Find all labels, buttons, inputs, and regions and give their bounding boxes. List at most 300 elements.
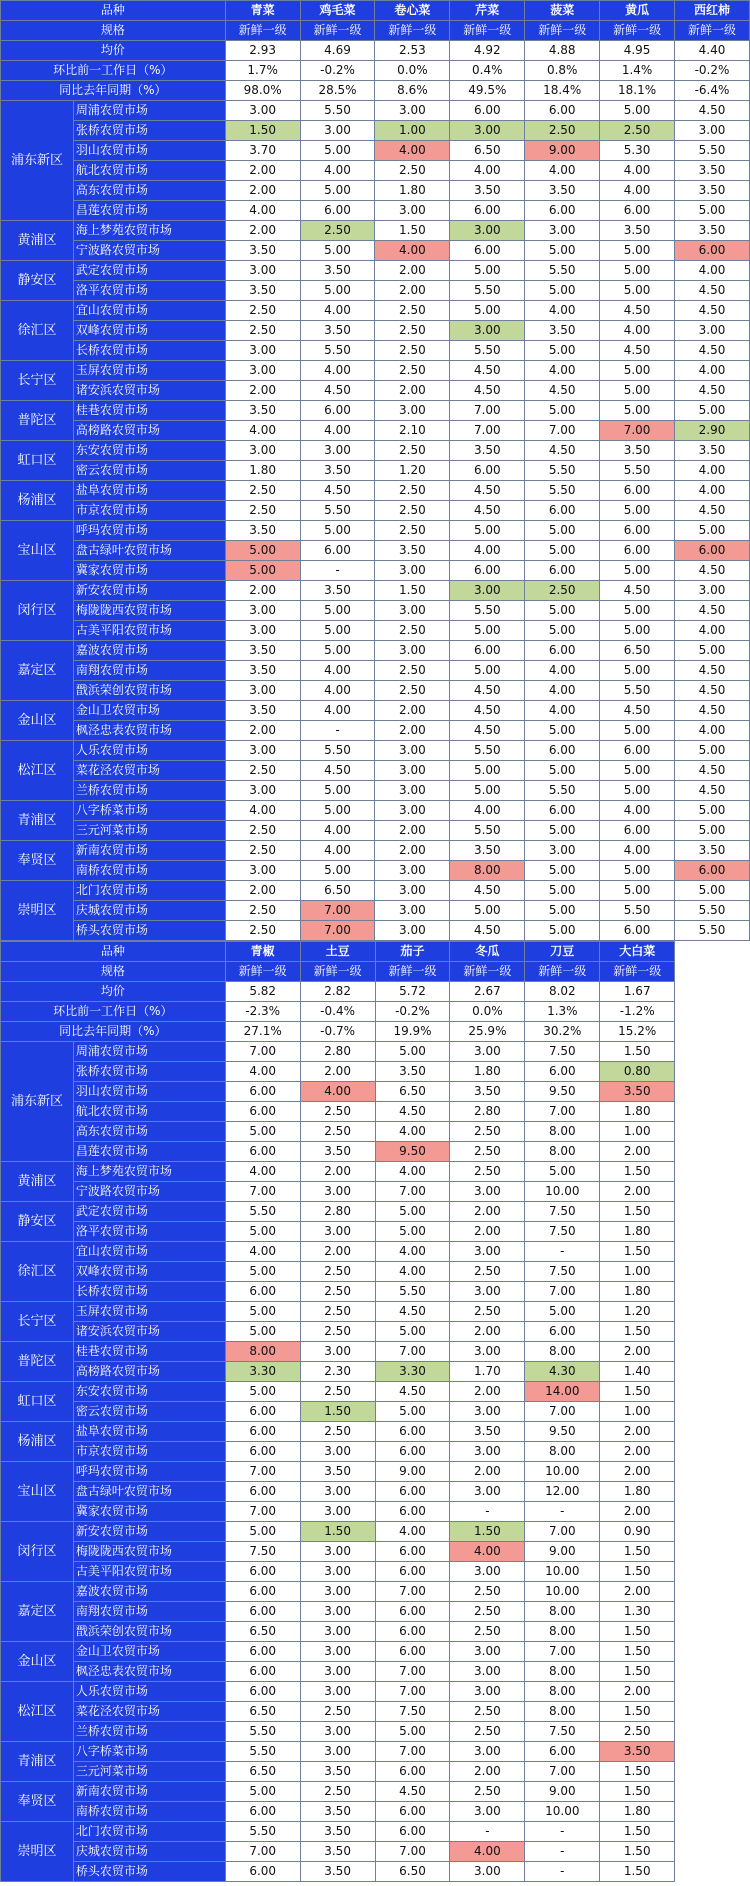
price-cell: 6.00 [600,921,675,941]
price-cell: 4.00 [225,421,300,441]
market-name: 嘉波农贸市场 [73,641,225,661]
price-cell: 6.00 [225,1102,300,1122]
price-cell: 2.00 [450,1382,525,1402]
price-cell: 2.50 [450,1702,525,1722]
price-cell: - [450,1822,525,1842]
market-name: 武定农贸市场 [73,261,225,281]
price-cell: 3.00 [450,321,525,341]
empty-cell [675,1582,750,1602]
price-cell: 5.50 [600,901,675,921]
price-cell: 3.00 [450,1742,525,1762]
price-cell: 5.00 [525,281,600,301]
market-row [1,1182,750,1202]
yoy-value: 30.2% [525,1022,600,1042]
price-cell: 6.00 [450,561,525,581]
price-cell: 8.00 [225,1342,300,1362]
price-cell: 3.00 [450,1682,525,1702]
market-row [1,281,750,301]
price-cell: 3.50 [600,221,675,241]
price-cell: 3.00 [225,441,300,461]
price-cell: 6.00 [600,481,675,501]
price-cell: 1.20 [600,1302,675,1322]
market-name: 盘古绿叶农贸市场 [73,541,225,561]
price-cell: 5.00 [600,241,675,261]
price-cell: 2.00 [225,381,300,401]
price-cell: 2.00 [375,261,450,281]
market-name: 宜山农贸市场 [73,301,225,321]
price-cell: 5.00 [450,901,525,921]
price-cell: 6.00 [600,521,675,541]
price-cell: - [525,1862,600,1882]
market-row [1,381,750,401]
price-cell: 2.00 [225,221,300,241]
price-cell: 2.00 [300,1062,375,1082]
price-cell: 8.00 [525,1342,600,1362]
market-name: 庆城农贸市场 [73,901,225,921]
price-cell: 3.00 [450,1282,525,1302]
price-cell: 5.50 [675,141,750,161]
price-cell: 4.00 [600,841,675,861]
variety-name: 西红柿 [675,1,750,21]
price-cell: 6.00 [600,741,675,761]
mom-value: -0.2% [300,61,375,81]
price-cell: 2.50 [450,1122,525,1142]
price-cell: 6.00 [225,1582,300,1602]
market-name: 梅陇陇西农贸市场 [73,601,225,621]
market-row [1,1142,750,1162]
empty-cell [675,1642,750,1662]
price-cell: 2.50 [375,441,450,461]
price-cell: 5.50 [225,1202,300,1222]
variety-name: 茄子 [375,942,450,962]
price-cell: 6.00 [450,101,525,121]
empty-cell [675,962,750,982]
price-cell: 5.50 [300,101,375,121]
district-name: 闵行区 [1,581,74,641]
price-cell: 4.00 [375,1122,450,1142]
price-cell: 5.50 [225,1822,300,1842]
price-cell: 7.50 [375,1702,450,1722]
price-cell: 4.00 [300,841,375,861]
price-cell: 3.00 [375,641,450,661]
market-row [1,1242,750,1262]
price-cell: 2.50 [300,1422,375,1442]
empty-cell [675,1042,750,1062]
variety-name: 青椒 [225,942,300,962]
district-name: 闵行区 [1,1522,74,1582]
price-cell: 4.00 [375,1162,450,1182]
price-cell: 1.50 [450,1522,525,1542]
price-cell: 2.50 [525,581,600,601]
variety-name: 青菜 [225,1,300,21]
mom-value: -0.2% [375,1002,450,1022]
market-name: 玉屏农贸市场 [73,1302,225,1322]
market-name: 桂巷农贸市场 [73,1342,225,1362]
price-cell: 5.00 [450,261,525,281]
market-row [1,221,750,241]
price-cell: 2.50 [225,921,300,941]
price-cell: 4.00 [675,461,750,481]
market-name: 周浦农贸市场 [73,101,225,121]
spec-row [1,21,750,41]
price-cell: 3.00 [300,1542,375,1562]
market-name: 高榜路农贸市场 [73,1362,225,1382]
price-cell: 4.00 [225,801,300,821]
price-cell: 7.00 [525,1762,600,1782]
price-cell: 7.00 [225,1462,300,1482]
variety-name: 芹菜 [450,1,525,21]
price-cell: 6.00 [525,1322,600,1342]
market-row [1,521,750,541]
market-row [1,141,750,161]
market-row [1,1542,750,1562]
yoy-row [1,81,750,101]
empty-cell [675,1342,750,1362]
price-cell: 3.00 [225,741,300,761]
price-cell: 2.50 [375,521,450,541]
price-cell: 3.00 [300,1502,375,1522]
price-cell: 2.00 [600,1422,675,1442]
price-cell: 5.50 [525,261,600,281]
price-cell: 6.00 [525,1742,600,1762]
market-row [1,881,750,901]
price-cell: 3.00 [450,1662,525,1682]
price-cell: 4.00 [525,301,600,321]
price-cell: 1.50 [600,1242,675,1262]
price-cell: 2.00 [375,841,450,861]
district-name: 青浦区 [1,1742,74,1782]
price-cell: 3.00 [375,881,450,901]
price-cell: 1.80 [600,1282,675,1302]
market-row [1,1742,750,1762]
district-name: 宝山区 [1,521,74,581]
price-cell: 3.50 [300,1142,375,1162]
price-cell: 4.50 [300,761,375,781]
price-cell: 2.00 [450,1202,525,1222]
empty-cell [675,1242,750,1262]
price-cell: 4.00 [675,621,750,641]
market-name: 高东农贸市场 [73,1122,225,1142]
price-cell: 4.50 [675,661,750,681]
district-name: 宝山区 [1,1462,74,1522]
price-cell: 4.00 [675,721,750,741]
district-name: 徐汇区 [1,301,74,361]
market-name: 三元河菜市场 [73,821,225,841]
price-cell: 6.00 [375,1762,450,1782]
price-cell: 5.00 [300,181,375,201]
market-name: 新安农贸市场 [73,1522,225,1542]
market-row [1,621,750,641]
market-row [1,1302,750,1322]
price-cell: 3.00 [300,1742,375,1762]
price-cell: 6.00 [225,1142,300,1162]
market-name: 宁波路农贸市场 [73,241,225,261]
price-cell: 5.00 [300,241,375,261]
price-cell: 6.00 [375,1542,450,1562]
price-cell: 4.00 [300,361,375,381]
spec-value: 新鲜一级 [300,21,375,41]
yoy-value: 98.0% [225,81,300,101]
price-cell: 4.50 [525,381,600,401]
price-cell: 7.00 [450,421,525,441]
price-cell: 1.50 [600,1562,675,1582]
price-cell: 5.50 [450,601,525,621]
market-row [1,1842,750,1862]
price-cell: 5.00 [600,621,675,641]
price-cell: 4.00 [525,161,600,181]
price-cell: 5.00 [600,261,675,281]
price-cell: 8.00 [525,1622,600,1642]
price-cell: 3.00 [300,1642,375,1662]
empty-cell [675,1062,750,1082]
price-cell: 7.00 [375,1662,450,1682]
avg-value: 8.02 [525,982,600,1002]
price-cell: 4.00 [300,301,375,321]
price-cell: 5.00 [525,541,600,561]
price-cell: 7.00 [525,1102,600,1122]
price-cell: 4.00 [300,421,375,441]
price-cell: 2.50 [450,1722,525,1742]
price-cell: 1.50 [600,1842,675,1862]
price-cell: 3.00 [450,221,525,241]
district-name: 长宁区 [1,1302,74,1342]
price-cell: 5.50 [600,681,675,701]
price-cell: 6.00 [225,1282,300,1302]
price-cell: 2.50 [450,1582,525,1602]
price-cell: 6.00 [225,1562,300,1582]
price-cell: 6.00 [675,861,750,881]
price-cell: 5.50 [300,741,375,761]
price-cell: 2.00 [600,1462,675,1482]
price-cell: 4.00 [600,161,675,181]
price-cell: 4.50 [675,381,750,401]
price-cell: 1.00 [600,1122,675,1142]
price-cell: 5.00 [600,381,675,401]
price-cell: 5.50 [675,921,750,941]
price-cell: 3.00 [225,361,300,381]
price-cell: 3.30 [225,1362,300,1382]
market-name: 金山卫农贸市场 [73,701,225,721]
district-name: 金山区 [1,1642,74,1682]
price-cell: 10.00 [525,1462,600,1482]
price-cell: 5.00 [375,1322,450,1342]
price-cell: 9.00 [525,1782,600,1802]
price-cell: 3.50 [225,401,300,421]
price-cell: 6.00 [600,821,675,841]
price-cell: 4.00 [600,181,675,201]
empty-cell [675,1622,750,1642]
yoy-value: 8.6% [375,81,450,101]
price-cell: 2.50 [300,1382,375,1402]
price-cell: 3.50 [600,1082,675,1102]
variety-name: 卷心菜 [375,1,450,21]
market-row [1,1462,750,1482]
price-cell: 10.00 [525,1562,600,1582]
market-name: 诸安浜农贸市场 [73,1322,225,1342]
market-name: 菜花泾农贸市场 [73,761,225,781]
price-cell: 2.00 [450,1322,525,1342]
empty-cell [675,1422,750,1442]
price-cell: 3.00 [450,121,525,141]
market-name: 桂巷农贸市场 [73,401,225,421]
market-row [1,181,750,201]
price-cell: 4.00 [375,141,450,161]
price-cell: 9.00 [525,1542,600,1562]
variety-name: 冬瓜 [450,942,525,962]
price-cell: 3.00 [300,1722,375,1742]
empty-cell [675,1322,750,1342]
price-cell: 3.00 [300,1622,375,1642]
price-cell: 3.50 [675,181,750,201]
spec-value: 新鲜一级 [375,21,450,41]
market-row [1,841,750,861]
price-cell: 7.00 [225,1842,300,1862]
empty-cell [675,1662,750,1682]
price-cell: 4.00 [225,1242,300,1262]
price-cell: 6.00 [300,401,375,421]
yoy-value: 19.9% [375,1022,450,1042]
price-cell: 1.50 [600,1782,675,1802]
market-name: 枫泾忠表农贸市场 [73,721,225,741]
empty-cell [675,1482,750,1502]
price-cell: 10.00 [525,1802,600,1822]
price-cell: 4.00 [450,541,525,561]
price-cell: 5.00 [675,741,750,761]
avg-label: 均价 [1,982,226,1002]
market-row [1,1762,750,1782]
market-name: 洛平农贸市场 [73,281,225,301]
district-name: 浦东新区 [1,101,74,221]
price-cell: 4.00 [525,661,600,681]
price-cell: 10.00 [525,1582,600,1602]
avg-value: 2.67 [450,982,525,1002]
market-row [1,1322,750,1342]
price-cell: 5.00 [600,101,675,121]
price-cell: 1.80 [600,1802,675,1822]
price-cell: 3.00 [300,1222,375,1242]
price-cell: 2.50 [525,121,600,141]
price-cell: 6.00 [225,1402,300,1422]
price-cell: 1.50 [300,1522,375,1542]
price-cell: 3.00 [225,261,300,281]
price-cell: 2.50 [375,661,450,681]
price-cell: 5.00 [600,881,675,901]
market-name: 戬浜荣创农贸市场 [73,1622,225,1642]
price-cell: 2.50 [300,1702,375,1722]
price-cell: 3.00 [450,1342,525,1362]
price-cell: 3.00 [375,781,450,801]
price-cell: 1.50 [600,1322,675,1342]
price-cell: 6.50 [450,141,525,161]
price-cell: 1.40 [600,1362,675,1382]
market-row [1,321,750,341]
price-cell: 3.00 [450,1562,525,1582]
market-name: 呼玛农贸市场 [73,1462,225,1482]
market-name: 新南农贸市场 [73,841,225,861]
price-cell: 5.50 [300,501,375,521]
empty-cell [675,1862,750,1882]
price-cell: 2.50 [600,121,675,141]
price-cell: - [450,1502,525,1522]
price-cell: 4.50 [450,481,525,501]
price-cell: 4.00 [225,1162,300,1182]
price-cell: 2.50 [300,1262,375,1282]
price-cell: 7.00 [450,401,525,421]
market-row [1,861,750,881]
mom-value: 0.4% [450,61,525,81]
market-row [1,561,750,581]
price-cell: 2.50 [375,681,450,701]
price-cell: 6.50 [225,1762,300,1782]
spec-value: 新鲜一级 [225,21,300,41]
spec-value: 新鲜一级 [675,21,750,41]
price-cell: 2.00 [375,721,450,741]
empty-cell [675,982,750,1002]
price-cell: 2.50 [225,841,300,861]
price-cell: 3.00 [375,921,450,941]
market-row [1,1362,750,1382]
price-cell: 5.00 [300,281,375,301]
price-cell: 2.50 [300,1102,375,1122]
price-cell: 4.00 [300,681,375,701]
price-cell: 5.00 [675,201,750,221]
district-name: 金山区 [1,701,74,741]
price-cell: 4.50 [675,561,750,581]
price-cell: 4.00 [600,801,675,821]
price-cell: 2.00 [600,1682,675,1702]
price-cell: 7.00 [525,1642,600,1662]
market-name: 南翔农贸市场 [73,661,225,681]
price-cell: 9.00 [525,141,600,161]
price-cell: 5.00 [375,1222,450,1242]
price-cell: 3.00 [450,1442,525,1462]
price-cell: 2.50 [225,501,300,521]
variety-row [1,942,750,962]
empty-cell [675,1682,750,1702]
district-name: 黄浦区 [1,221,74,261]
market-row [1,1262,750,1282]
empty-cell [675,1522,750,1542]
empty-cell [675,1442,750,1462]
price-cell: 6.00 [525,1062,600,1082]
price-cell: 7.50 [225,1542,300,1562]
mom-value: 0.0% [375,61,450,81]
market-row [1,1502,750,1522]
variety-label: 品种 [1,942,226,962]
market-name: 东安农贸市场 [73,441,225,461]
price-cell: 8.00 [525,1442,600,1462]
market-row [1,301,750,321]
price-cell: - [300,721,375,741]
price-cell: 4.50 [450,381,525,401]
price-cell: 4.00 [300,821,375,841]
price-cell: 5.00 [450,621,525,641]
market-name: 周浦农贸市场 [73,1042,225,1062]
price-cell: 2.00 [375,381,450,401]
spec-value: 新鲜一级 [450,962,525,982]
market-name: 新安农贸市场 [73,581,225,601]
price-cell: 7.00 [225,1502,300,1522]
avg-value: 4.40 [675,41,750,61]
price-cell: 4.00 [375,1242,450,1262]
district-name: 松江区 [1,1682,74,1742]
price-cell: 7.50 [525,1042,600,1062]
price-cell: 6.00 [375,1422,450,1442]
price-cell: 1.20 [375,461,450,481]
market-name: 宁波路农贸市场 [73,1182,225,1202]
price-cell: 3.00 [300,1442,375,1462]
market-name: 张桥农贸市场 [73,1062,225,1082]
